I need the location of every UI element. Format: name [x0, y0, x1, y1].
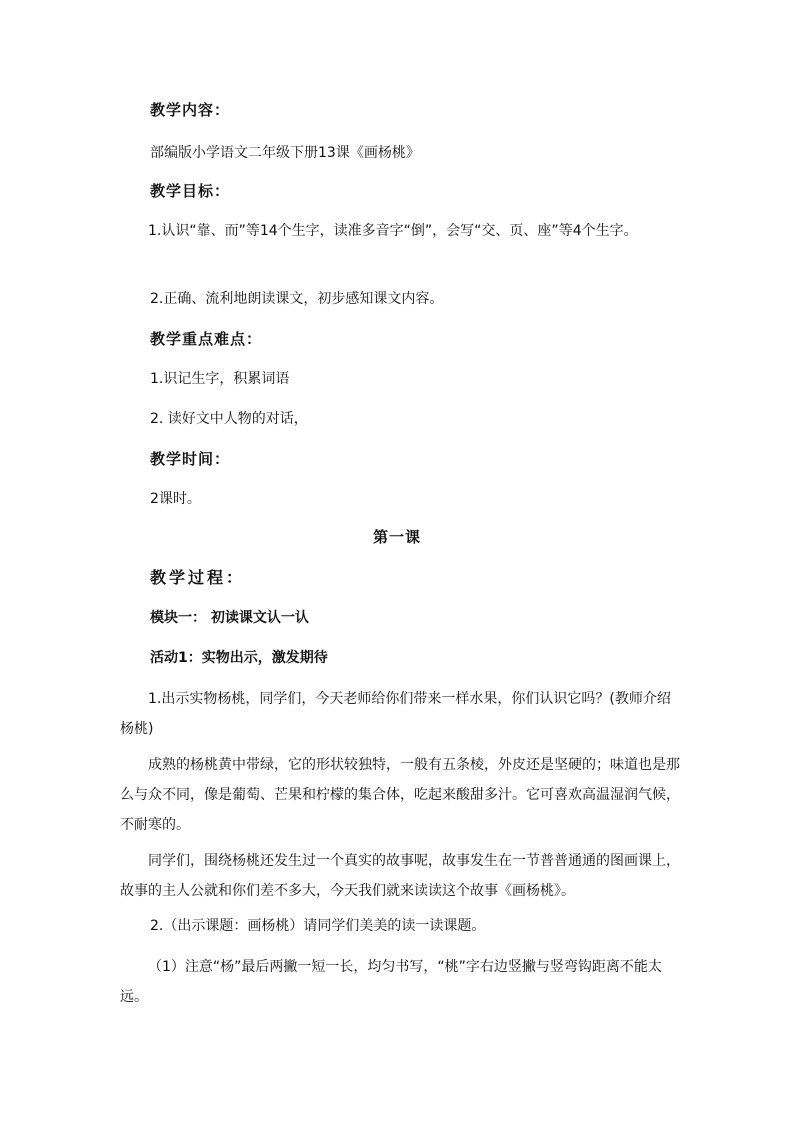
- paragraph-1: 1.出示实物杨桃，同学们，今天老师给你们带来一样水果，你们认识它吗？(教师介绍杨桃): [120, 691, 671, 737]
- teaching-time-text: 2课时。: [150, 491, 201, 507]
- key-point-1: 1.识记生字，积累词语: [150, 371, 290, 387]
- activity-1-title: 活动1：实物出示，激发期待: [150, 650, 328, 666]
- paragraph-4: 2.（出示课题：画杨桃）请同学们美美的读一读课题。: [150, 918, 486, 934]
- key-point-2: 2. 读好文中人物的对话，: [150, 411, 308, 427]
- goal-item-1: 1.认识“靠、而”等14个生字，读准多音字“倒”，会写“交、页、座”等4个生字。: [148, 223, 638, 239]
- heading-teaching-time: 教学时间：: [150, 450, 231, 468]
- lesson-title: 第一课: [372, 528, 421, 546]
- module-1-title: 模块一： 初读课文认一认: [150, 610, 309, 626]
- paragraph-2: 成熟的杨桃黄中带绿，它的形状较独特，一般有五条棱，外皮还是坚硬的；味道也是那么与众不同，像是葡萄、芒果和柠檬的集合体，吃起来酸甜多汁。它可喜欢高温湿润气候，不耐寒的。: [120, 757, 680, 833]
- teaching-content-text: 部编版小学语文二年级下册13课《画杨桃》: [150, 145, 420, 161]
- heading-key-points: 教学重点难点：: [150, 330, 263, 348]
- paragraph-3: 同学们，围绕杨桃还发生过一个真实的故事呢，故事发生在一节普普通通的图画课上，故事的主人公就和你们差不多大，今天我们就来读读这个故事《画杨桃》。: [120, 853, 680, 899]
- heading-teaching-process: 教学过程：: [150, 568, 246, 587]
- heading-teaching-content: 教学内容：: [150, 101, 231, 119]
- paragraph-5: （1）注意“杨”最后两撇一短一长，均匀书写，“桃”字右边竖撇与竖弯钩距离不能太远。: [120, 959, 662, 1005]
- heading-teaching-goals: 教学目标：: [150, 182, 231, 200]
- goal-item-2: 2.正确、流利地朗读课文，初步感知课文内容。: [150, 291, 444, 307]
